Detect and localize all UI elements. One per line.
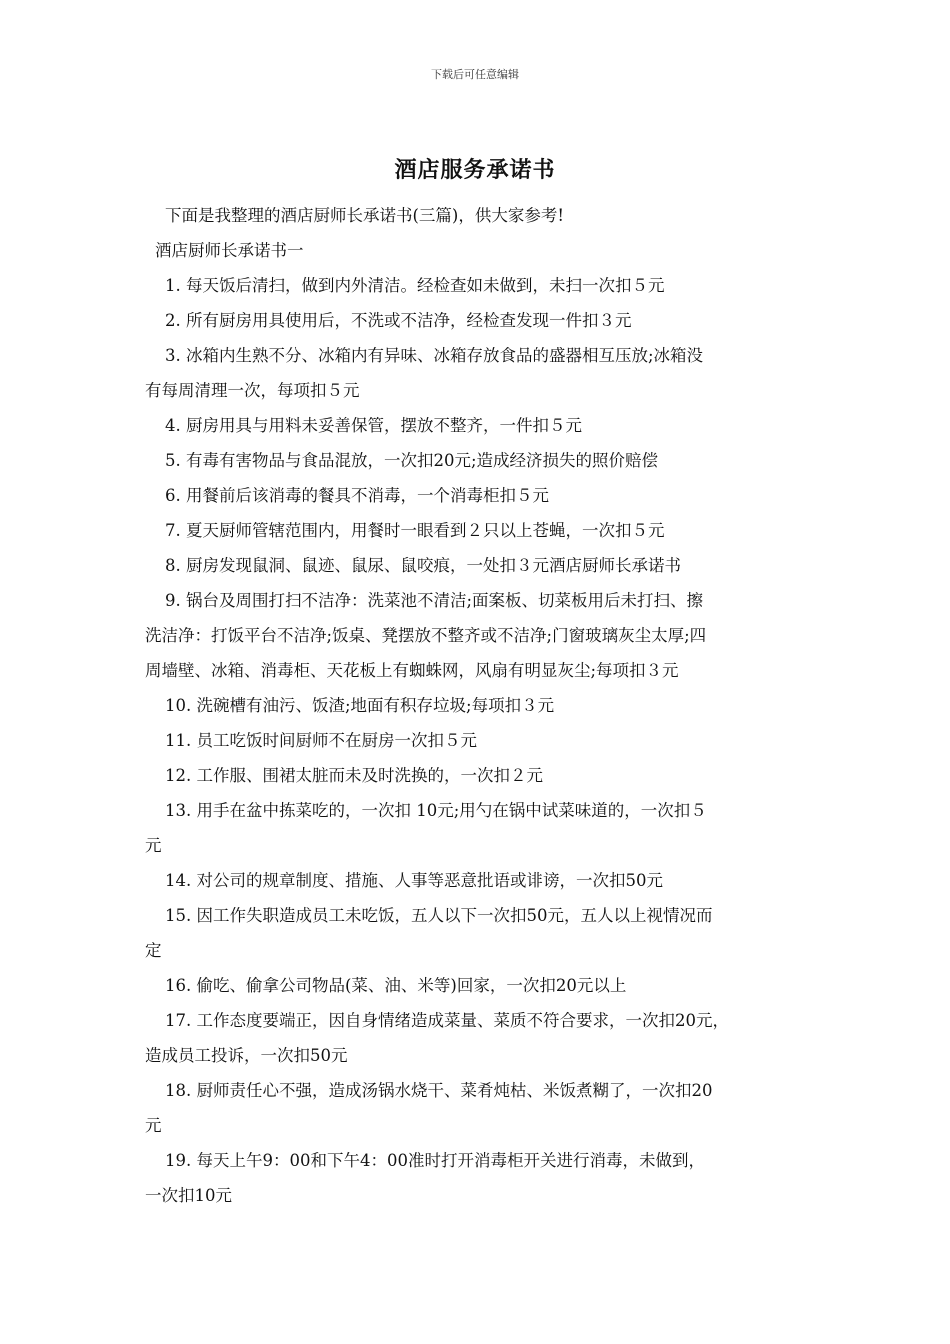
rule-item: 8. 厨房发现鼠洞、鼠迹、鼠尿、鼠咬痕，一处扣３元酒店厨师长承诺书 [165, 556, 681, 575]
rule-item: 14. 对公司的规章制度、措施、人事等恶意批语或诽谤，一次扣50元 [165, 871, 663, 890]
rule-item: 5. 有毒有害物品与食品混放，一次扣20元;造成经济损失的照价赔偿 [165, 451, 659, 470]
rule-item-continuation: 造成员工投诉，一次扣50元 [145, 1046, 348, 1065]
rule-item: 9. 锅台及周围打扫不洁净：洗菜池不清洁;面案板、切菜板用后未打扫、擦 [165, 591, 704, 610]
rule-item-continuation: 有每周清理一次，每项扣５元 [145, 381, 360, 400]
rule-item-continuation: 一次扣10元 [145, 1186, 232, 1205]
rule-item: 19. 每天上午9：00和下午4：00准时打开消毒柜开关进行消毒，未做到， [165, 1151, 705, 1170]
document-body [145, 198, 820, 1213]
rule-item: 1. 每天饭后清扫，做到内外清洁。经检查如未做到，未扫一次扣５元 [165, 276, 665, 295]
rule-item-continuation: 周墙壁、冰箱、消毒柜、天花板上有蜘蛛网，风扇有明显灰尘;每项扣３元 [145, 661, 679, 680]
rule-item: 3. 冰箱内生熟不分、冰箱内有异味、冰箱存放食品的盛器相互压放;冰箱没 [165, 346, 704, 365]
rule-item: 16. 偷吃、偷拿公司物品(菜、油、米等)回家，一次扣20元以上 [165, 976, 627, 995]
rule-item-continuation: 定 [145, 941, 162, 960]
rules-list [145, 268, 820, 1213]
rule-item: 10. 洗碗槽有油污、饭渣;地面有积存垃圾;每项扣３元 [165, 696, 555, 715]
header-note: 下载后可任意编辑 [431, 68, 519, 81]
rule-item-continuation: 元 [145, 836, 162, 855]
rule-item: 13. 用手在盆中拣菜吃的，一次扣 10元;用勺在锅中试菜味道的，一次扣５ [165, 801, 707, 820]
rule-item: 17. 工作态度要端正，因自身情绪造成菜量、菜质不符合要求，一次扣20元， [165, 1011, 729, 1030]
rule-item: 11. 员工吃饭时间厨师不在厨房一次扣５元 [165, 731, 477, 750]
rule-item: 12. 工作服、围裙太脏而未及时洗换的，一次扣２元 [165, 766, 543, 785]
rule-item: 4. 厨房用具与用料未妥善保管，摆放不整齐，一件扣５元 [165, 416, 582, 435]
document-title: 酒店服务承诺书 [394, 157, 556, 183]
rule-item: 2. 所有厨房用具使用后，不洗或不洁净，经检查发现一件扣３元 [165, 311, 632, 330]
rule-item-continuation: 元 [145, 1116, 162, 1135]
rule-item: 18. 厨师责任心不强，造成汤锅水烧干、菜肴炖枯、米饭煮糊了，一次扣20 [165, 1081, 713, 1100]
rule-item-continuation: 洗洁净：打饭平台不洁净;饭桌、凳摆放不整齐或不洁净;门窗玻璃灰尘太厚;四 [145, 626, 707, 645]
section-subtitle: 酒店厨师长承诺书一 [155, 241, 304, 260]
rule-item: 15. 因工作失职造成员工未吃饭，五人以下一次扣50元，五人以上视情况而 [165, 906, 713, 925]
intro-paragraph: 下面是我整理的酒店厨师长承诺书(三篇)，供大家参考! [165, 206, 565, 225]
rule-item: 7. 夏天厨师管辖范围内，用餐时一眼看到２只以上苍蝇，一次扣５元 [165, 521, 665, 540]
rule-item: 6. 用餐前后该消毒的餐具不消毒，一个消毒柜扣５元 [165, 486, 549, 505]
